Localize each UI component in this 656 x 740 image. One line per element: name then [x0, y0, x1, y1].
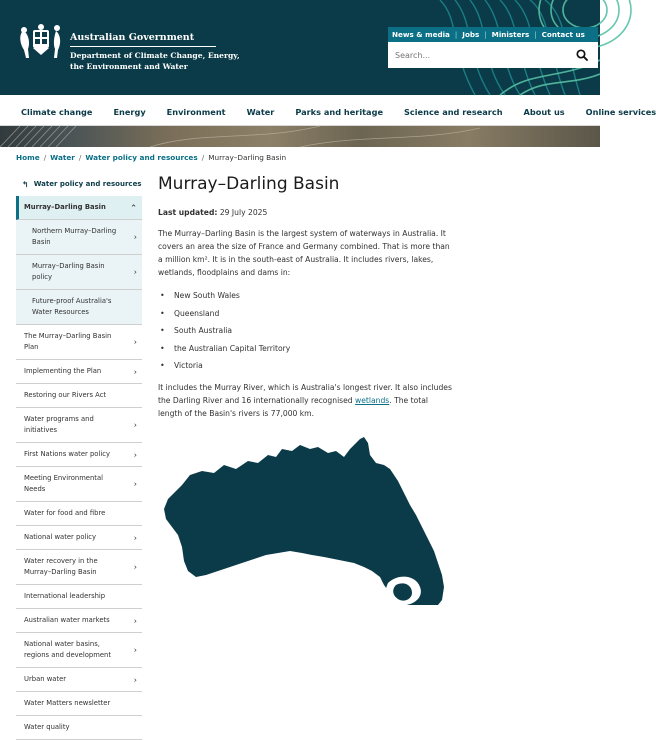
sidebar-item-water-recovery[interactable] [16, 550, 142, 585]
utility-separator: | [454, 30, 458, 39]
main-content [158, 172, 453, 420]
list-item: • Victoria [158, 357, 453, 375]
sidebar-item-food-fibre[interactable] [16, 502, 142, 526]
last-updated-label: Last updated: [158, 208, 218, 217]
chevron-right-icon[interactable]: › [133, 450, 137, 459]
sidebar-item-label: The Murray–Darling Basin Plan [24, 332, 112, 351]
sidebar-item-label: National water policy [24, 533, 97, 541]
nav-environment[interactable]: Environment [166, 107, 226, 117]
chevron-up-icon[interactable]: ⌃ [130, 203, 137, 212]
breadcrumb-water-policy[interactable]: Water policy and resources [85, 152, 198, 162]
sidebar-back-link[interactable] [16, 176, 142, 192]
chevron-right-icon[interactable]: › [133, 479, 137, 489]
nav-science-and-research[interactable]: Science and research [404, 107, 503, 117]
chevron-right-icon[interactable]: › [133, 645, 137, 655]
back-arrow-icon: ↰ [22, 179, 29, 189]
rivers-text-after: . The total length of the Basin's rivers is 77,000 km. [158, 395, 428, 418]
sidebar-item-label: Murray–Darling Basin [24, 203, 106, 211]
chevron-right-icon[interactable]: › [133, 267, 137, 277]
sidebar-item-label: Water for food and fibre [24, 509, 106, 517]
chevron-right-icon[interactable]: › [133, 420, 137, 430]
sidebar-item-label: Urban water [24, 675, 67, 683]
chevron-right-icon[interactable]: › [133, 562, 137, 572]
site-header [0, 0, 600, 95]
sidebar-item-urban-water[interactable] [16, 668, 142, 692]
utility-link-jobs[interactable]: Jobs [462, 30, 480, 39]
utility-link-news-media[interactable]: News & media [392, 30, 450, 39]
sidebar-item-murray-darling-basin[interactable] [16, 196, 142, 220]
sidebar-item-label: Water programs and initiatives [24, 415, 94, 434]
breadcrumb-water[interactable]: Water [50, 152, 75, 162]
list-item: • Queensland [158, 305, 453, 323]
murray-darling-basin-map [158, 435, 453, 605]
breadcrumb-separator: / [201, 152, 205, 162]
sidebar-item-label: Australian water markets [24, 616, 110, 624]
sidebar-item-water-programs[interactable] [16, 408, 142, 443]
sidebar-item-label: National water basins, regions and development [24, 640, 111, 659]
breadcrumb-separator: / [78, 152, 82, 162]
sidebar-item-label: Implementing the Plan [24, 367, 102, 375]
breadcrumb-home[interactable]: Home [16, 152, 40, 162]
sidebar-item-environmental-needs[interactable] [16, 467, 142, 502]
page-title: Murray–Darling Basin [158, 174, 340, 194]
utility-link-contact-us[interactable]: Contact us [541, 30, 585, 39]
utility-links-bar [388, 27, 598, 42]
search-input[interactable] [388, 51, 568, 60]
chevron-right-icon[interactable]: › [133, 337, 137, 347]
sidebar-item-implementing-plan[interactable] [16, 360, 142, 384]
utility-separator: | [534, 30, 537, 39]
nav-about-us[interactable]: About us [523, 107, 565, 117]
search-icon [576, 49, 588, 61]
list-item: • South Australia [158, 322, 453, 340]
sidebar-item-label: Meeting Environmental Needs [24, 474, 104, 493]
utility-link-ministers[interactable]: Ministers [491, 30, 530, 39]
nav-online-services[interactable]: Online services [585, 107, 656, 117]
intro-paragraph: The Murray–Darling Basin is the largest system of waterways in Australia. It covers an area the size of France and Germany combined. That is more than a million km². It is in the south-east of Australia. It includes rivers, lakes, wetlands, floodplains and dams in: [158, 229, 450, 277]
wetlands-link[interactable]: wetlands [355, 395, 390, 405]
sidebar-item-label: First Nations water policy [24, 450, 110, 458]
sidebar-item-label: Water Matters newsletter [24, 699, 111, 707]
sidebar-subitem-label: Future-proof Australia's Water Resources [32, 297, 112, 316]
main-navigation [0, 99, 656, 126]
sidebar-item-label: Water quality [24, 723, 70, 731]
rivers-text-before: It includes the Murray River, which is Australia's longest river. It also includes the Darling River and 16 internationally recognised [158, 382, 452, 405]
government-name: Australian Government [70, 22, 216, 47]
sidebar-item-national-water-policy[interactable] [16, 526, 142, 550]
breadcrumb-separator: / [43, 152, 47, 162]
nav-energy[interactable]: Energy [113, 107, 146, 117]
sidebar-item-water-markets[interactable] [16, 609, 142, 633]
last-updated [158, 208, 453, 217]
chevron-right-icon[interactable]: › [133, 232, 137, 242]
chevron-right-icon[interactable]: › [133, 533, 137, 542]
list-item: • New South Wales [158, 287, 453, 305]
chevron-right-icon[interactable]: › [133, 675, 137, 684]
nav-climate-change[interactable]: Climate change [21, 107, 93, 117]
utility-separator: | [484, 30, 487, 39]
sidebar-item-basin-plan[interactable] [16, 325, 142, 360]
breadcrumb-current: Murray–Darling Basin [208, 152, 287, 162]
sidebar-item-water-matters[interactable] [16, 692, 142, 716]
state-list [158, 287, 453, 375]
sidebar-item-restoring-rivers[interactable] [16, 384, 142, 408]
sidebar-subitem-basin-policy[interactable] [16, 255, 142, 290]
sidebar-item-international[interactable] [16, 585, 142, 609]
coat-of-arms-icon [16, 22, 66, 60]
last-updated-date: 29 July 2025 [219, 208, 268, 217]
breadcrumb [0, 147, 600, 167]
banner-pattern [0, 126, 600, 147]
sidebar-item-first-nations[interactable] [16, 443, 142, 467]
search-bar [388, 42, 598, 68]
chevron-right-icon[interactable]: › [133, 367, 137, 376]
sidebar-item-label: Restoring our Rivers Act [24, 391, 107, 399]
list-item: • the Australian Capital Territory [158, 340, 453, 358]
sidebar-navigation [16, 176, 142, 740]
search-button[interactable] [568, 42, 596, 68]
sidebar-item-water-quality[interactable] [16, 716, 142, 740]
department-name-line1: Department of Climate Change, Energy, [70, 51, 240, 60]
department-name-line2: the Environment and Water [70, 62, 188, 71]
sidebar-item-label: Water recovery in the Murray–Darling Basin [24, 557, 98, 576]
rivers-paragraph [158, 381, 453, 420]
sidebar-back-label: Water policy and resources [33, 180, 142, 188]
sidebar-item-label: International leadership [24, 592, 106, 600]
nav-parks-and-heritage[interactable]: Parks and heritage [295, 107, 383, 117]
sidebar-subitem-future-proof[interactable] [16, 290, 142, 325]
government-logo[interactable] [16, 22, 240, 72]
sidebar-subitem-northern-basin[interactable] [16, 220, 142, 255]
chevron-right-icon[interactable]: › [133, 616, 137, 625]
sidebar-item-water-basins[interactable] [16, 633, 142, 668]
hero-banner-image [0, 126, 600, 147]
sidebar-subitem-label: Northern Murray–Darling Basin [32, 227, 117, 246]
sidebar-subitem-label: Murray–Darling Basin policy [32, 262, 105, 281]
nav-water[interactable]: Water [246, 107, 275, 117]
